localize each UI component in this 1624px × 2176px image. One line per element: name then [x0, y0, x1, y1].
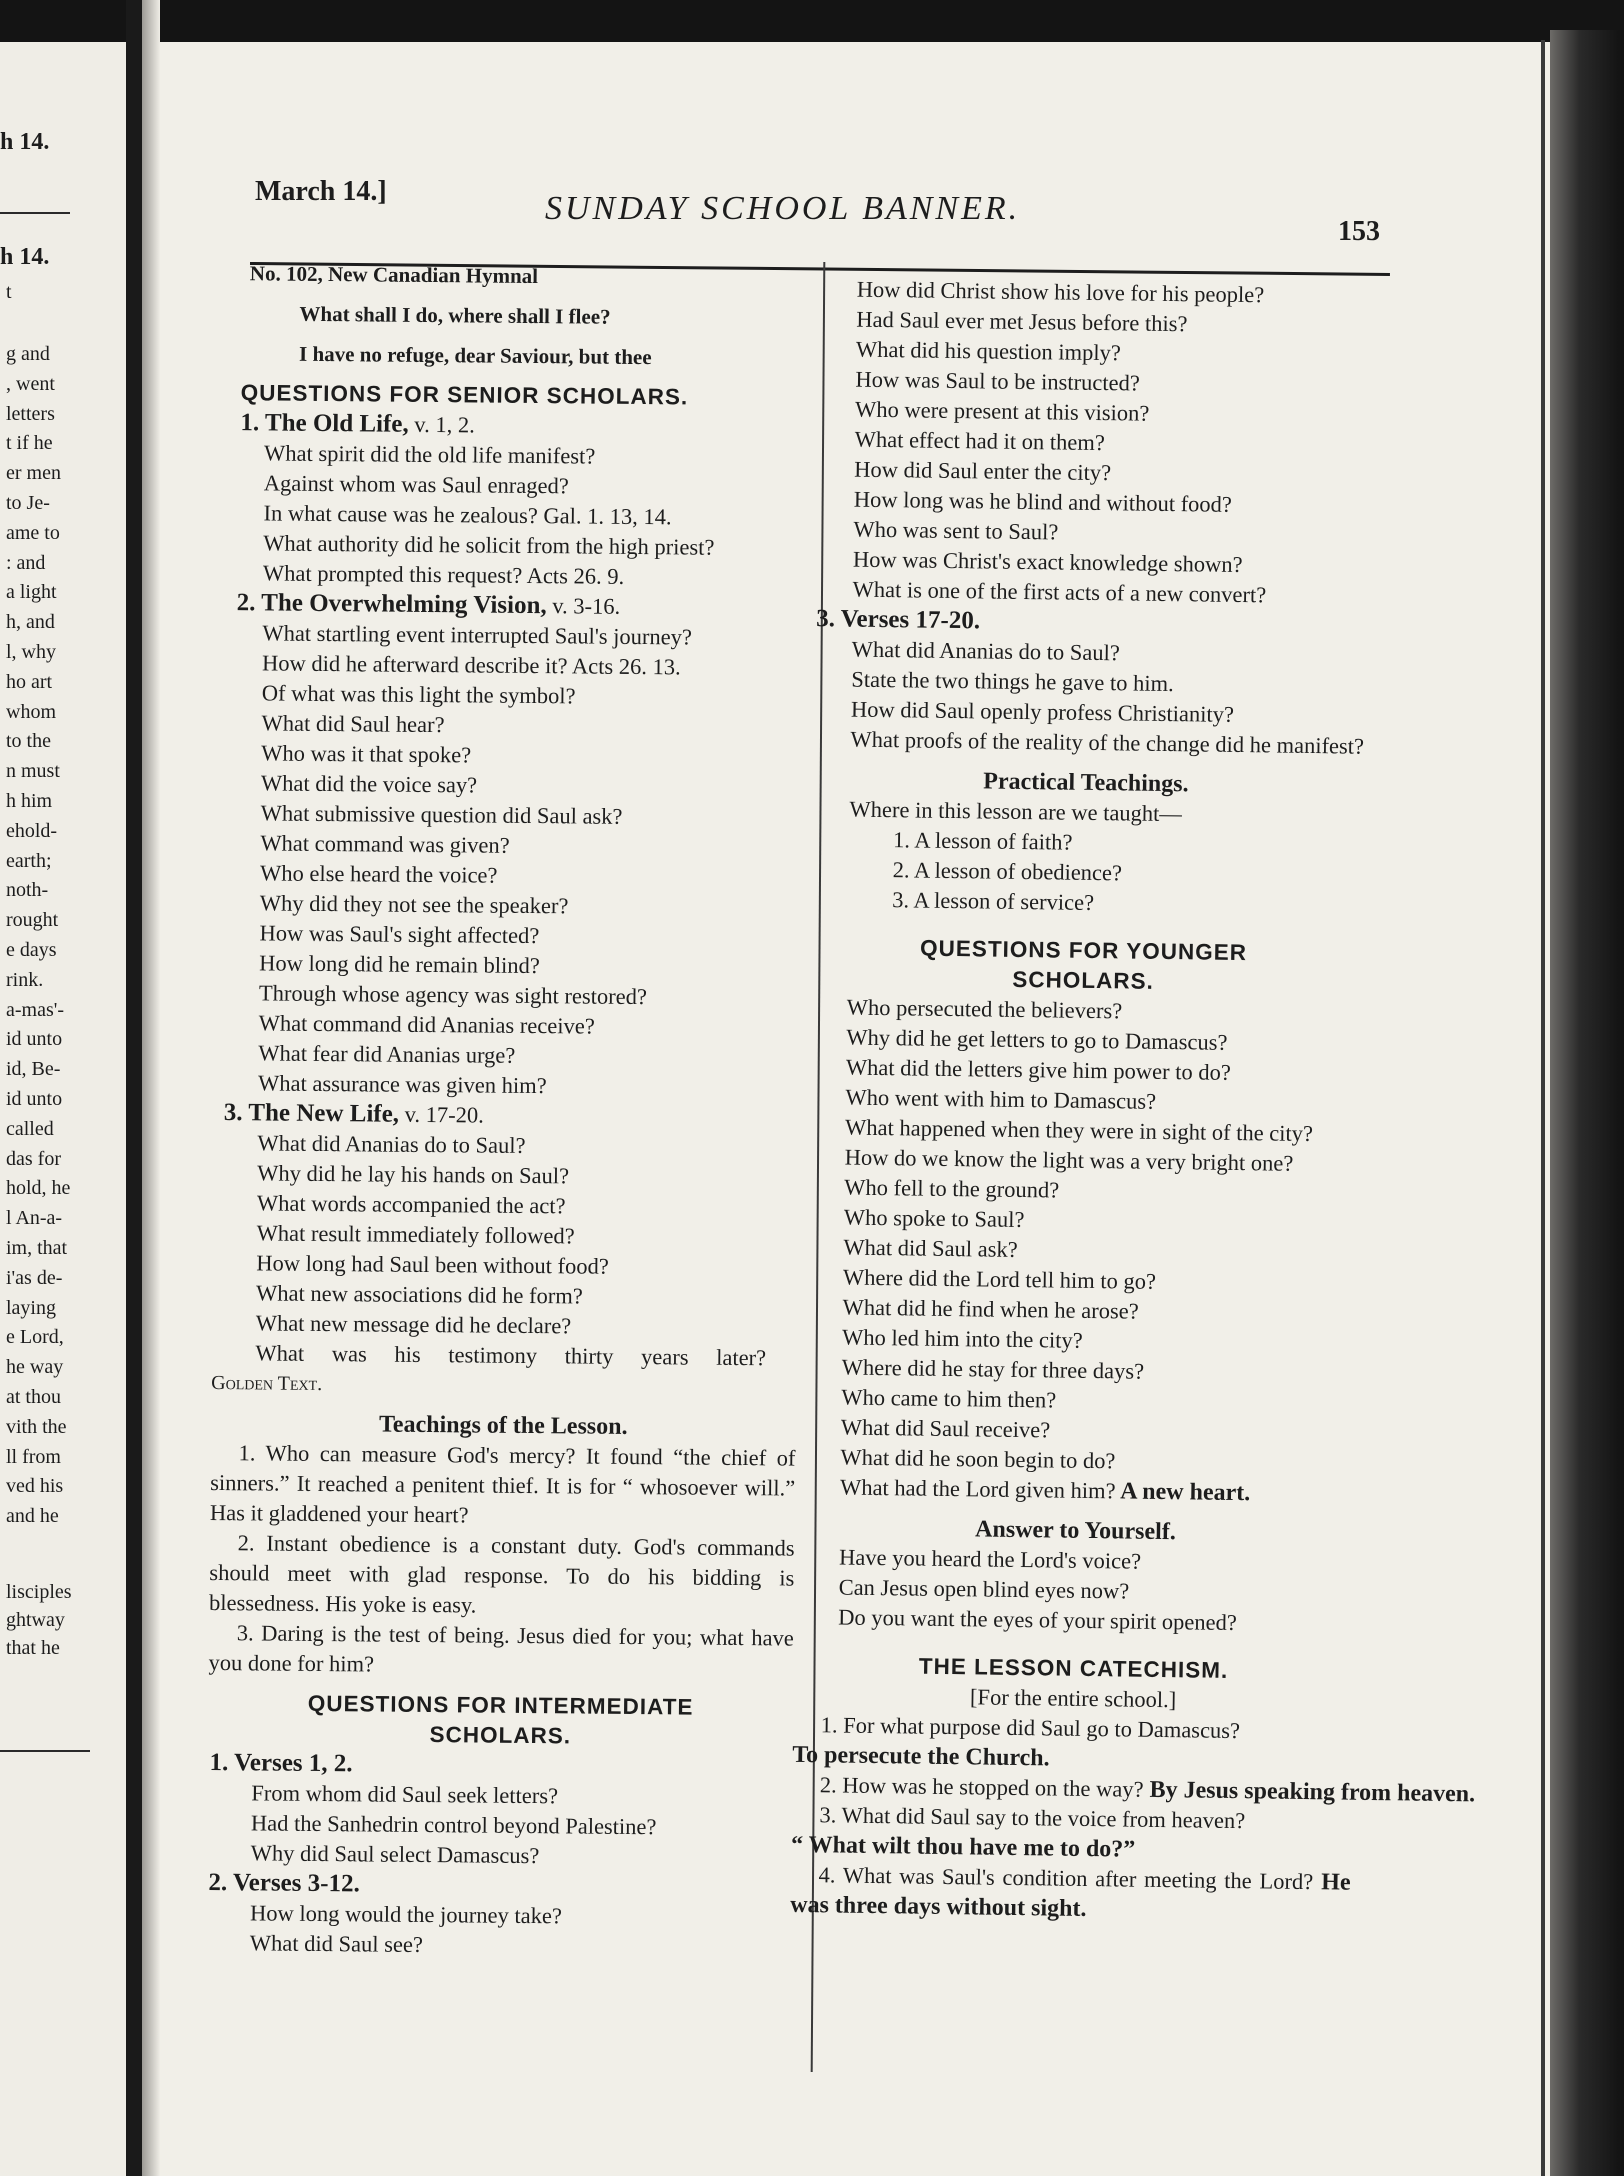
- question: What new associations did he form?: [255, 1280, 583, 1309]
- question-text: 4. What was Saul's condition after meeting the Lord?: [818, 1862, 1314, 1895]
- question: What is one of the first acts of a new convert?: [852, 576, 1267, 608]
- question: Of what was this light the symbol?: [261, 680, 576, 709]
- section-ref: v. 1, 2.: [408, 411, 475, 438]
- question: Who else heard the voice?: [259, 860, 498, 888]
- question: Who were present at this vision?: [854, 396, 1150, 426]
- question: Had Saul ever met Jesus before this?: [856, 306, 1188, 337]
- question: What did Saul receive?: [840, 1414, 1051, 1443]
- catechism-answer: “ What wilt thou have me to do?”: [790, 1831, 1136, 1863]
- hymn-line: What shall I do, where shall I flee?: [299, 301, 611, 329]
- question: How did Saul enter the city?: [854, 456, 1112, 486]
- question: What was his testimony thirty years later?: [255, 1340, 767, 1371]
- question: Why did they not see the speaker?: [259, 890, 569, 919]
- left-page-fragment: [0, 42, 138, 2176]
- section-title-text: 2. The Overwhelming Vision,: [236, 589, 547, 620]
- gutter-shadow: [142, 0, 160, 2176]
- intermediate-heading-2: SCHOLARS.: [429, 1722, 572, 1749]
- catechism-question: [790, 1860, 1351, 1928]
- question: What command was given?: [260, 830, 510, 858]
- question: Against whom was Saul enraged?: [263, 470, 569, 499]
- left-page-text-fragment: i'as de-: [6, 1266, 63, 1289]
- left-page-text-fragment: a light: [6, 581, 57, 604]
- left-page-text-fragment: noth-: [6, 879, 49, 902]
- teachings-heading: Teachings of the Lesson.: [378, 1411, 628, 1440]
- intermediate-heading: QUESTIONS FOR INTERMEDIATE: [307, 1690, 694, 1720]
- left-page-text-fragment: id, Be-: [6, 1058, 61, 1081]
- scan-top-band: [0, 0, 1624, 42]
- teaching-paragraph: 1. Who can measure God's mercy? It found “the chief of sinners.” It reached a penitent thief. It is for “ whosoever will.” Has it gladdened your heart?: [209, 1440, 796, 1528]
- header-date: March 14.]: [255, 176, 387, 207]
- left-page-text-fragment: l An-a-: [6, 1207, 63, 1230]
- question: How was Saul to be instructed?: [855, 366, 1141, 396]
- practical-item: 3. A lesson of service?: [892, 887, 1095, 915]
- question: Who came to him then?: [841, 1384, 1057, 1413]
- left-page-text-fragment: a-mas'-: [6, 998, 65, 1021]
- question: Why did he get letters to go to Damascus?: [846, 1024, 1228, 1055]
- left-page-text-fragment: ame to: [6, 521, 60, 544]
- left-column: [206, 258, 807, 1964]
- golden-text-ref: Golden Text.: [211, 1371, 323, 1396]
- question: What happened when they were in sight of the city?: [844, 1114, 1314, 1147]
- answer-text: A new heart.: [1115, 1478, 1251, 1507]
- question: Who fell to the ground?: [844, 1174, 1060, 1203]
- left-page-text-fragment: e Lord,: [6, 1326, 64, 1349]
- question: What effect had it on them?: [854, 426, 1105, 456]
- question: What prompted this request? Acts 26. 9.: [262, 560, 625, 589]
- question: What assurance was given him?: [257, 1070, 547, 1099]
- question: What fear did Ananias urge?: [258, 1040, 516, 1068]
- question: What submissive question did Saul ask?: [260, 800, 623, 829]
- left-page-text-fragment: to the: [6, 730, 51, 753]
- left-page-text-fragment: id unto: [6, 1028, 63, 1051]
- book-gutter: [126, 0, 142, 2176]
- left-page-text-fragment: ghtway: [6, 1609, 65, 1631]
- left-page-rule: [0, 1750, 90, 1752]
- book-edge: [1550, 30, 1624, 2176]
- question: How long was he blind and without food?: [853, 486, 1233, 517]
- catechism-question: 3. What did Saul say to the voice from heaven?: [819, 1802, 1246, 1834]
- practical-intro: Where in this lesson are we taught—: [849, 796, 1183, 827]
- question: How did Saul openly profess Christianity?: [850, 696, 1235, 727]
- answer-line: Do you want the eyes of your spirit opened?: [838, 1604, 1238, 1636]
- question: Had the Sanhedrin control beyond Palestine?: [250, 1810, 657, 1840]
- question: What command did Ananias receive?: [258, 1010, 595, 1039]
- left-page-text-fragment: l, why: [6, 641, 56, 663]
- left-page-text-fragment: at thou: [6, 1386, 61, 1408]
- hymn-line: I have no refuge, dear Saviour, but thee: [298, 341, 652, 370]
- left-page-rule: [0, 212, 70, 214]
- left-page-text-fragment: h 14.: [0, 129, 50, 155]
- practical-item: 2. A lesson of obedience?: [892, 857, 1123, 886]
- question: How long did he remain blind?: [259, 950, 540, 979]
- left-page-text-fragment: to Je-: [6, 492, 50, 514]
- left-page-text-fragment: ho art: [6, 670, 53, 693]
- teaching-paragraph: 2. Instant obedience is a constant duty. God's commands should meet with glad response. To do his bidding is blessedness. His yoke is easy.: [208, 1530, 795, 1618]
- question: Who was it that spoke?: [261, 740, 472, 768]
- question: How was Christ's exact knowledge shown?: [852, 546, 1243, 578]
- left-page-text-fragment: ll from: [6, 1445, 61, 1468]
- question: How do we know the light was a very bright one?: [844, 1144, 1294, 1176]
- left-page-text-fragment: whom: [6, 700, 56, 723]
- question: What did Saul see?: [249, 1930, 424, 1958]
- left-page-text-fragment: hold, he: [6, 1177, 71, 1200]
- page-number: 153: [1338, 216, 1380, 247]
- younger-heading: QUESTIONS FOR YOUNGER: [919, 935, 1248, 966]
- question: In what cause was he zealous? Gal. 1. 13, 14.: [263, 500, 672, 530]
- left-page-text-fragment: called: [6, 1117, 54, 1140]
- question: What words accompanied the act?: [256, 1190, 566, 1219]
- question: What authority did he solicit from the high priest?: [263, 530, 715, 560]
- left-page-text-fragment: : and: [6, 551, 46, 574]
- left-page-text-fragment: id unto: [6, 1088, 63, 1110]
- left-page-text-fragment: ved his: [6, 1475, 64, 1498]
- question: How was Saul's sight affected?: [259, 920, 540, 949]
- section-title-text: 3. The New Life,: [223, 1099, 400, 1128]
- question: What did he soon begin to do?: [840, 1444, 1116, 1474]
- section-ref: v. 17-20.: [398, 1101, 484, 1128]
- left-page-text-fragment: rought: [6, 909, 59, 932]
- left-page-text-fragment: , went: [6, 372, 55, 395]
- left-page-text-fragment: ehold-: [6, 819, 58, 842]
- answer-text: He was three days without sight.: [790, 1869, 1351, 1922]
- left-page-text-fragment: das for: [6, 1147, 61, 1170]
- practical-item: 1. A lesson of faith?: [892, 827, 1073, 855]
- catechism-question: 1. For what purpose did Saul go to Damascus?: [820, 1712, 1241, 1744]
- answer-text: By Jesus speaking from heaven.: [1143, 1776, 1476, 1808]
- senior-heading: QUESTIONS FOR SENIOR SCHOLARS.: [240, 380, 689, 410]
- left-page-text-fragment: lisciples: [6, 1581, 72, 1603]
- section-title: 1. Verses 1, 2.: [209, 1748, 353, 1778]
- question: Who spoke to Saul?: [843, 1204, 1025, 1233]
- left-page-text-fragment: im, that: [6, 1237, 68, 1259]
- question: How long had Saul been without food?: [256, 1250, 609, 1279]
- answer-heading: Answer to Yourself.: [974, 1516, 1176, 1546]
- question: How did Christ show his love for his people?: [856, 276, 1265, 308]
- question: State the two things he gave to him.: [851, 666, 1174, 697]
- left-page-text-fragment: earth;: [6, 849, 52, 872]
- question: Who led him into the city?: [841, 1324, 1083, 1353]
- question: What proofs of the reality of the change did he manifest?: [850, 726, 1365, 759]
- left-page-text-fragment: e days: [6, 939, 57, 961]
- section-title: 2. Verses 3-12.: [208, 1868, 360, 1898]
- teaching-paragraph: 3. Daring is the test of being. Jesus died for you; what have you done for him?: [208, 1620, 794, 1677]
- question: What did Ananias do to Saul?: [851, 636, 1120, 666]
- left-page-text-fragment: h 14.: [0, 244, 50, 270]
- question: Why did Saul select Damascus?: [250, 1840, 540, 1869]
- left-page-text-fragment: t if he: [6, 432, 53, 455]
- question: Who went with him to Damascus?: [845, 1084, 1157, 1114]
- catechism-subheading: [For the entire school.]: [969, 1684, 1177, 1713]
- section-ref: v. 3-16.: [546, 593, 621, 619]
- left-page-text-fragment: n must: [6, 760, 60, 783]
- question: What did Saul hear?: [261, 710, 445, 738]
- younger-heading-2: SCHOLARS.: [1012, 966, 1155, 994]
- left-page-text-fragment: h, and: [6, 611, 55, 634]
- answer-line: Have you heard the Lord's voice?: [838, 1544, 1142, 1574]
- left-page-text-fragment: rink.: [6, 968, 44, 991]
- question: Who was sent to Saul?: [853, 516, 1059, 545]
- hymn-reference: No. 102, New Canadian Hymnal: [249, 261, 539, 289]
- left-page-text-fragment: that he: [6, 1637, 60, 1659]
- question: Where did the Lord tell him to go?: [842, 1264, 1157, 1294]
- question: What did the voice say?: [260, 770, 478, 798]
- question: How did he afterward describe it? Acts 26. 13.: [261, 650, 681, 680]
- header-title: SUNDAY SCHOOL BANNER.: [545, 190, 1021, 227]
- question: How long would the journey take?: [249, 1900, 563, 1929]
- question: What result immediately followed?: [256, 1220, 575, 1249]
- question: Who persecuted the believers?: [846, 994, 1123, 1024]
- question: What did his question imply?: [855, 336, 1122, 366]
- section-title-text: 1. The Old Life,: [240, 409, 409, 438]
- left-page-text-fragment: er men: [6, 462, 61, 485]
- answer-line: Can Jesus open blind eyes now?: [838, 1574, 1130, 1604]
- question-text: 2. How was he stopped on the way?: [819, 1772, 1144, 1802]
- left-page-text-fragment: and he: [6, 1505, 59, 1528]
- question: What new message did he declare?: [255, 1310, 572, 1339]
- question: What did the letters give him power to do?: [845, 1054, 1231, 1085]
- left-page-text-fragment: t: [6, 281, 12, 303]
- left-page-text-fragment: vith the: [6, 1415, 67, 1438]
- left-page-text-fragment: laying: [6, 1296, 56, 1319]
- page-edge-line: [1541, 40, 1545, 2176]
- question: What startling event interrupted Saul's journey?: [262, 620, 693, 650]
- question: From whom did Saul seek letters?: [251, 1780, 559, 1809]
- question: What spirit did the old life manifest?: [264, 440, 596, 469]
- question: Why did he lay his hands on Saul?: [257, 1160, 570, 1189]
- question: Where did he stay for three days?: [841, 1354, 1145, 1384]
- left-page-text-fragment: h him: [6, 790, 53, 812]
- practical-heading: Practical Teachings.: [983, 768, 1189, 798]
- question: What did he find when he arose?: [842, 1294, 1139, 1324]
- question: What did Saul ask?: [843, 1234, 1018, 1262]
- catechism-heading: THE LESSON CATECHISM.: [918, 1653, 1229, 1683]
- question: What did Ananias do to Saul?: [257, 1130, 526, 1158]
- catechism-answer: To persecute the Church.: [792, 1741, 1050, 1772]
- right-column: [790, 274, 1476, 1928]
- left-page-text-fragment: he way: [6, 1356, 64, 1379]
- question-text: What had the Lord given him?: [839, 1474, 1116, 1504]
- question: Through whose agency was sight restored?: [258, 980, 648, 1010]
- left-page-text-fragment: g and: [6, 343, 50, 365]
- section-title: 3. Verses 17-20.: [816, 605, 981, 635]
- left-page-text-fragment: letters: [6, 402, 55, 425]
